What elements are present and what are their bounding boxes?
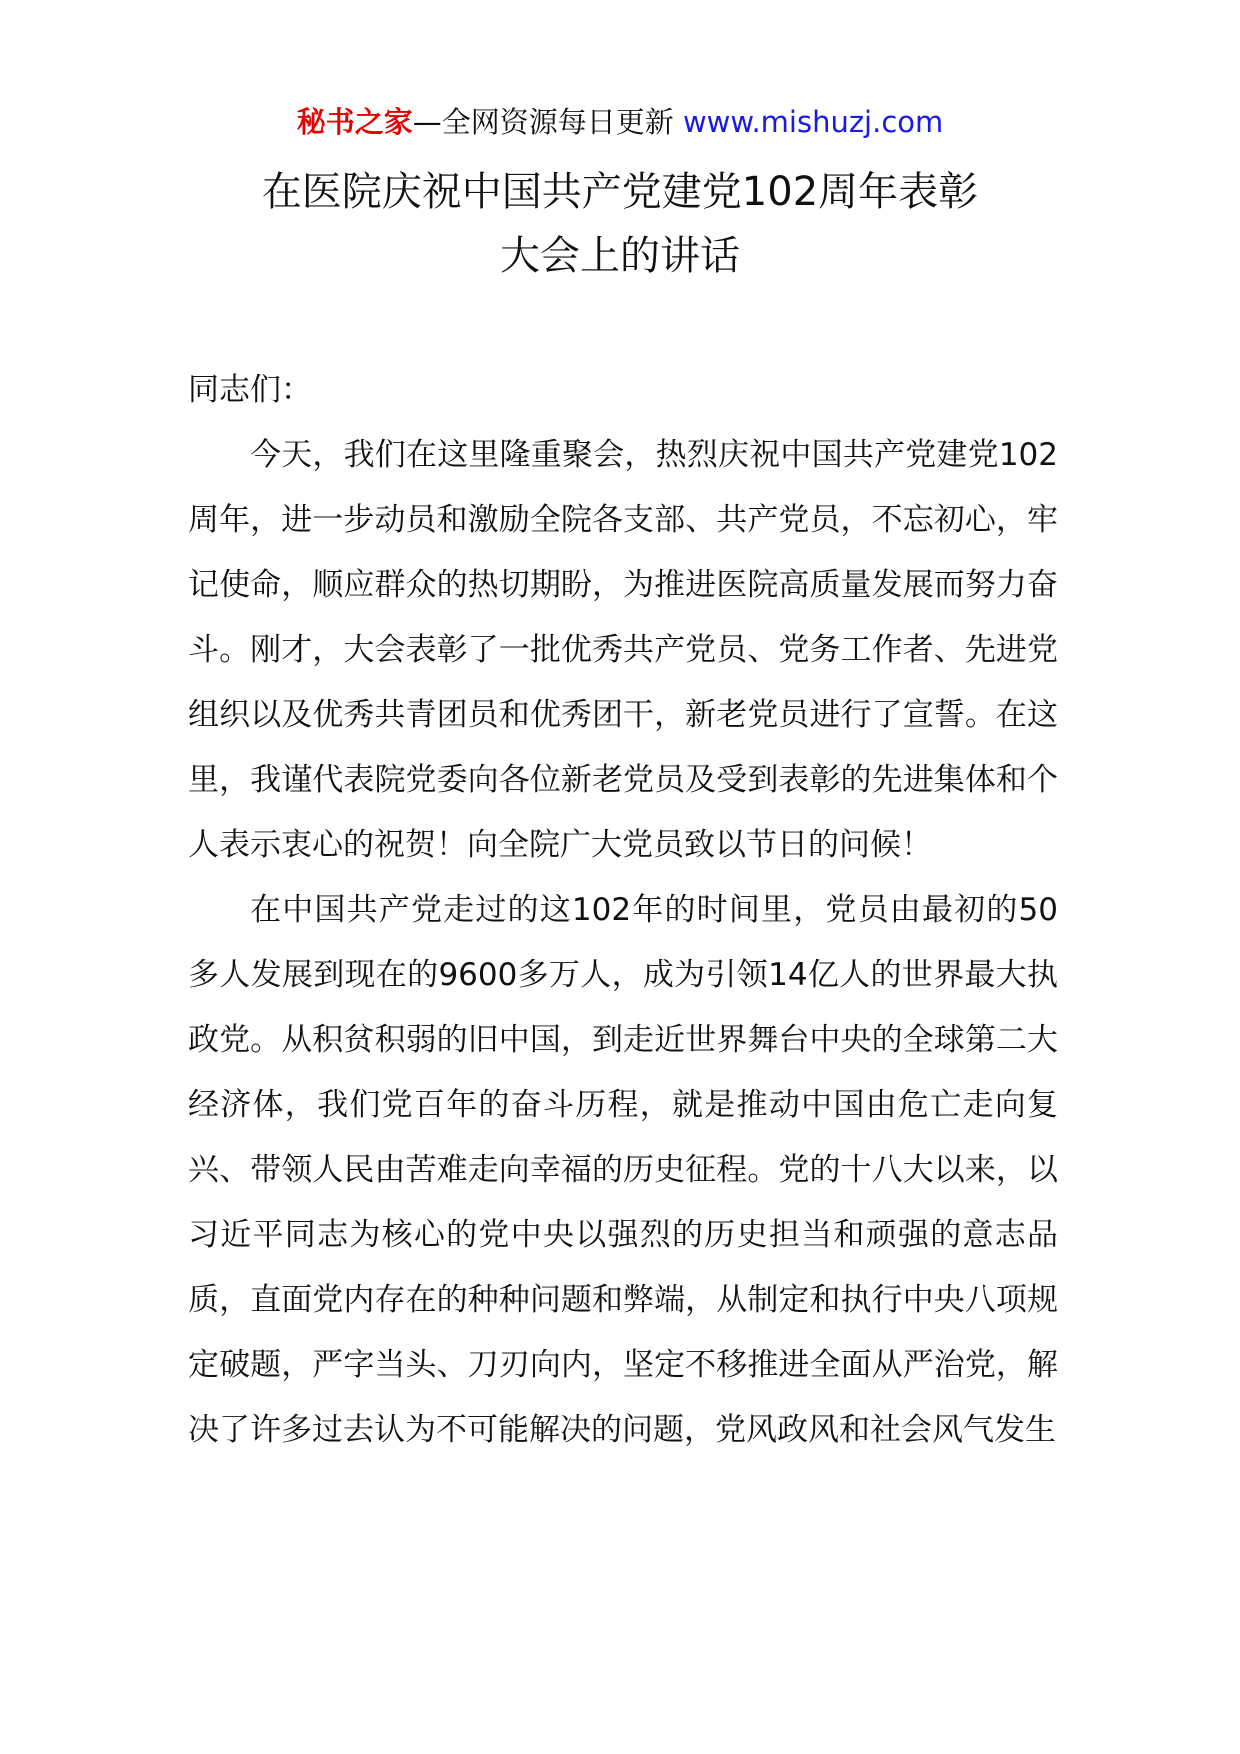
site-url-link[interactable]: www.mishuzj.com [682,105,944,139]
greeting: 同志们： [188,372,312,408]
paragraph: 今天，我们在这里隆重聚会，热烈庆祝中国共产党建党102周年，进一步动员和激励全院各支部、共产党员，不忘初心，牢记使命，顺应群众的热切期盼，为推进医院高质量发展而努力奋斗。刚才，大会表彰了一批优秀共产党员、党务工作者、先进党组织以及优秀共青团员和优秀团干，新老党员进行了宣誓。在这里，我谨代表院党委向各位新老党员及受到表彰的先进集体和个人表示衷心的祝贺！向全院广大党员致以节日的问候！ [188,437,1058,863]
header-slogan: —全网资源每日更新 [412,105,674,139]
paragraph: 在中国共产党走过的这102年的时间里，党员由最初的50多人发展到现在的9600多万人，成为引领14亿人的世界最大执政党。从积贫积弱的旧中国，到走近世界舞台中央的全球第二大经济体，我们党百年的奋斗历程，就是推动中国由危亡走向复兴、带领人民由苦难走向幸福的历史征程。党的十八大以来，以习近平同志为核心的党中央以强烈的历史担当和顽强的意志品质，直面党内存在的种种问题和弊端，从制定和执行中央八项规定破题，严字当头、刀刃向内，坚定不移推进全面从严治党，解决了许多过去认为不可能解决的问题，党风政风和社会风气发生 [188,892,1058,1448]
title-line-2: 大会上的讲话 [500,233,740,279]
document-title [150,160,1090,288]
site-header [0,100,1240,144]
title-line-1: 在医院庆祝中国共产党建党102周年表彰 [261,169,979,215]
brand-name: 秘书之家 [296,105,413,139]
speech-body [188,358,1058,1463]
